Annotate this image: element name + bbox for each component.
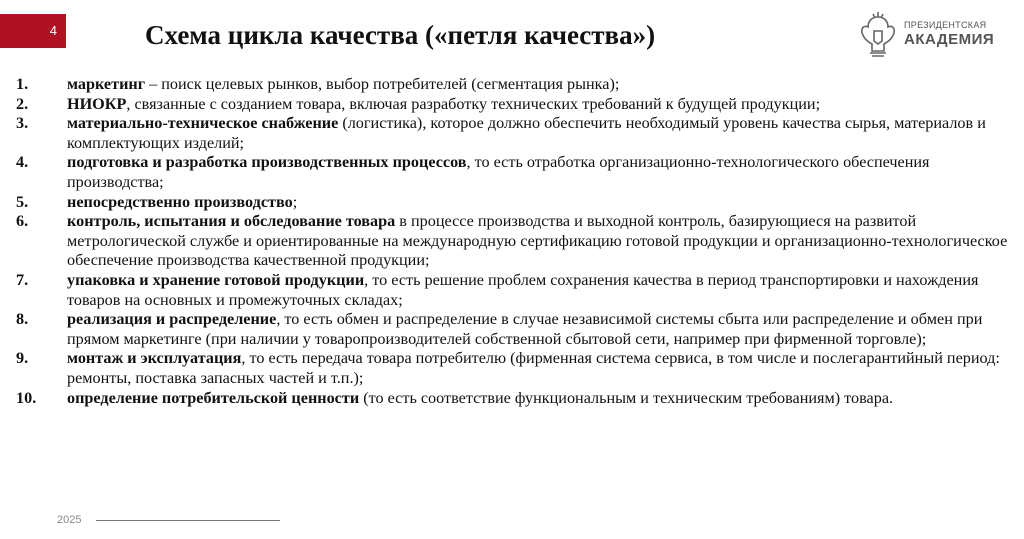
item-text: (то есть соответствие функциональным и техническим требованиям) товара. — [359, 388, 894, 407]
list-item — [16, 349, 1016, 388]
item-number: 1. — [16, 75, 29, 93]
eagle-emblem-icon — [858, 9, 898, 59]
item-text: , то есть решение проблем сохранения качества в период транспортировки и нахождения товаров на основных и промежуточных складах; — [67, 270, 979, 309]
item-term: контроль, испытания и обследование товара — [67, 212, 396, 231]
item-text: , то есть обмен и распределение в случае независимой системы сбыта или распределение и обмен при прямом маркетинге (при наличии у товаропроизводителей собственной сбытовой сети, например при фирменной торговле); — [67, 310, 983, 348]
item-number: 10. — [16, 388, 37, 407]
item-term: определение потребительской ценности — [67, 388, 360, 407]
item-number: 7. — [16, 270, 29, 289]
logo-text-line1: ПРЕЗИДЕНТСКАЯ — [904, 20, 987, 30]
page-number: 4 — [49, 23, 57, 38]
academy-logo — [858, 9, 998, 59]
item-term: реализация и распределение — [67, 310, 277, 329]
item-number: 8. — [16, 310, 29, 329]
item-number: 4. — [16, 153, 29, 172]
item-text: в процессе производства и выходной контроль, базирующиеся на развитой метрологической службе и ориентированные на международную сертификацию готовой продукции и организационно-технологическое обеспечение производства качественной продукции; — [67, 212, 1008, 270]
item-text: ; — [292, 192, 298, 211]
item-number: 6. — [16, 212, 29, 231]
list-item — [16, 271, 1016, 310]
list-item — [16, 212, 1016, 271]
item-term: подготовка и разработка производственных процессов — [67, 153, 467, 172]
item-text: , то есть отработка организационно-технологического обеспечения производства; — [67, 153, 930, 191]
footer-year: 2025 — [57, 514, 82, 526]
list-item — [16, 153, 1016, 192]
item-number: 3. — [16, 114, 29, 133]
item-text: (логистика), которое должно обеспечить необходимый уровень качества сырья, материалов и комплектующих изделий; — [67, 114, 986, 152]
item-number: 5. — [16, 192, 29, 211]
list-item — [16, 310, 1016, 349]
list-item — [16, 193, 1016, 213]
list-item — [16, 389, 1016, 409]
list-item — [16, 95, 1016, 115]
item-term: упаковка и хранение готовой продукции — [67, 270, 365, 289]
list-item — [16, 114, 1016, 153]
item-text: , связанные с созданием товара, включая разработку технических требований к будущей продукции; — [126, 94, 821, 113]
item-number: 2. — [16, 94, 29, 113]
footer-divider — [96, 520, 280, 521]
item-term: непосредственно производство — [67, 192, 293, 211]
slide-title: Схема цикла качества («петля качества») — [145, 20, 656, 50]
item-term: монтаж и эксплуатация — [67, 349, 242, 368]
page-number-badge — [0, 14, 66, 48]
item-term: маркетинг — [67, 75, 146, 93]
item-term: НИОКР — [67, 94, 127, 113]
item-number: 9. — [16, 349, 29, 368]
list-item — [16, 75, 1016, 95]
item-term: материально-техническое снабжение — [67, 114, 339, 133]
item-text: , то есть передача товара потребителю (фирменная система сервиса, в том числе и послегарантийный период: ремонты, поставка запасных частей и т.п.); — [67, 349, 1000, 387]
quality-loop-list — [16, 75, 1016, 408]
item-text: – поиск целевых рынков, выбор потребителей (сегментация рынка); — [145, 75, 620, 93]
logo-text-line2: АКАДЕМИЯ — [904, 31, 995, 48]
